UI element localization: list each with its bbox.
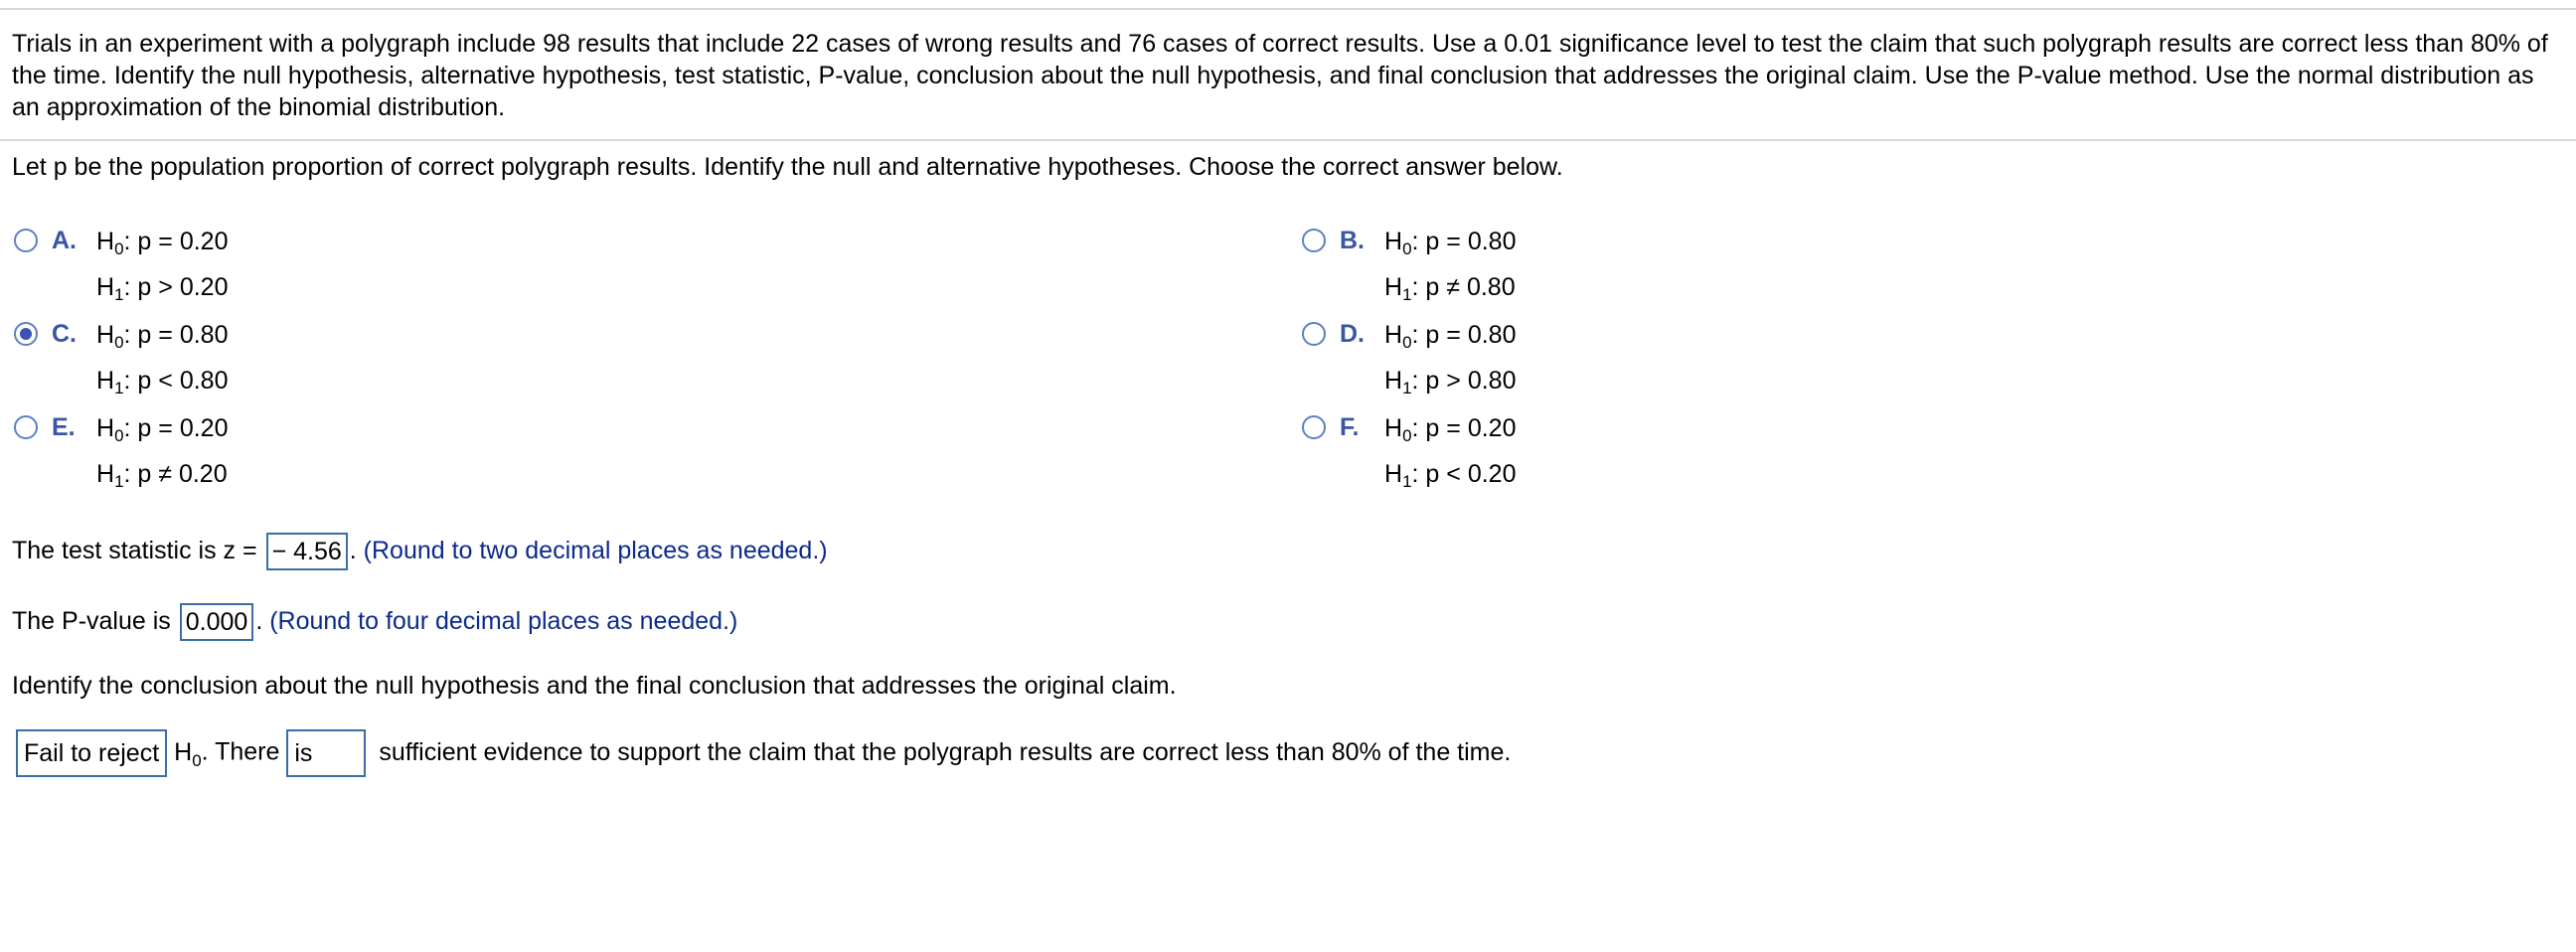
radio-button[interactable]	[1302, 415, 1326, 439]
choice-letter: D.	[1340, 320, 1365, 348]
null-hypothesis: $H_0$: p = 0.80	[1384, 321, 1517, 352]
evidence-dropdown[interactable]: is	[286, 729, 366, 777]
alternative-hypothesis: $H_1$: p ≠ 0.80	[1384, 273, 1516, 304]
choice-letter: F.	[1340, 413, 1360, 441]
radio-button[interactable]	[1302, 322, 1326, 346]
null-hypothesis: $H_0$: p = 0.20	[1384, 414, 1517, 445]
choice-f[interactable]	[1302, 409, 1516, 501]
test-statistic-line: The test statistic is z = − 4.56 . (Round to two decimal places as needed.)	[12, 533, 828, 570]
radio-button[interactable]	[14, 229, 38, 252]
choice-letter: E.	[52, 413, 76, 441]
p-value-input[interactable]: 0.000	[180, 603, 254, 641]
choice-a[interactable]	[14, 223, 228, 314]
test-statistic-label: The test statistic is z =	[12, 537, 257, 564]
hypotheses	[1384, 316, 1516, 407]
p-value-hint: (Round to four decimal places as needed.)	[269, 607, 738, 635]
hypotheses	[96, 409, 228, 501]
question-instruction: Let p be the population proportion of correct polygraph results. Identify the null and alternative hypotheses. Choose the correct answer below.	[12, 153, 1563, 181]
p-value-line: The P-value is 0.000 . (Round to four decimal places as needed.)	[12, 603, 737, 641]
decision-dropdown[interactable]: Fail to reject	[16, 729, 167, 777]
null-hypothesis: $H_0$: p = 0.80	[1384, 228, 1517, 258]
choice-letter: A.	[52, 227, 77, 254]
test-statistic-input[interactable]: − 4.56	[266, 533, 348, 570]
choice-b[interactable]	[1302, 223, 1516, 314]
alternative-hypothesis: $H_1$: p > 0.80	[1384, 367, 1517, 397]
hypotheses	[96, 316, 228, 407]
null-hypothesis-symbol: $H_0$	[174, 737, 202, 770]
problem-statement: Trials in an experiment with a polygraph include 98 results that include 22 cases of wrong results and 76 cases of correct results. Use a 0.01 significance level to test the claim that such polygraph results are correct less than 80% of the time. Identify the null hypothesis, alternative hypothesis, test statistic, P-value, conclusion about the null hypothesis, and final conclusion that addresses the original claim. Use the P-value method. Use the normal distribution as an approximation of the binomial distribution.	[12, 30, 2548, 121]
hypotheses	[1384, 223, 1516, 314]
conclusion-prompt: Identify the conclusion about the null hypothesis and the final conclusion that addresses the original claim.	[12, 672, 1177, 700]
conclusion-line	[16, 729, 1511, 779]
alternative-hypothesis: $H_1$: p < 0.20	[1384, 460, 1517, 491]
null-hypothesis: $H_0$: p = 0.20	[96, 228, 229, 258]
null-hypothesis: $H_0$: p = 0.80	[96, 321, 229, 352]
there-text: . There	[201, 737, 280, 766]
alternative-hypothesis: $H_1$: p > 0.20	[96, 273, 229, 304]
choice-letter: B.	[1340, 227, 1365, 254]
p-value-label: The P-value is	[12, 607, 171, 635]
hypotheses	[96, 223, 228, 314]
choice-letter: C.	[52, 320, 77, 348]
test-statistic-hint: (Round to two decimal places as needed.)	[363, 537, 828, 564]
radio-button-selected[interactable]	[14, 322, 38, 346]
top-divider	[0, 8, 2576, 10]
choice-d[interactable]	[1302, 316, 1516, 407]
alternative-hypothesis: $H_1$: p ≠ 0.20	[96, 460, 228, 491]
radio-button[interactable]	[14, 415, 38, 439]
null-hypothesis: $H_0$: p = 0.20	[96, 414, 229, 445]
section-divider	[0, 139, 2576, 141]
radio-button[interactable]	[1302, 229, 1326, 252]
conclusion-text: sufficient evidence to support the claim that the polygraph results are correct less than 80% of the time.	[379, 737, 1512, 766]
choice-e[interactable]	[14, 409, 228, 501]
alternative-hypothesis: $H_1$: p < 0.80	[96, 367, 229, 397]
choice-c[interactable]	[14, 316, 228, 407]
hypotheses	[1384, 409, 1516, 501]
